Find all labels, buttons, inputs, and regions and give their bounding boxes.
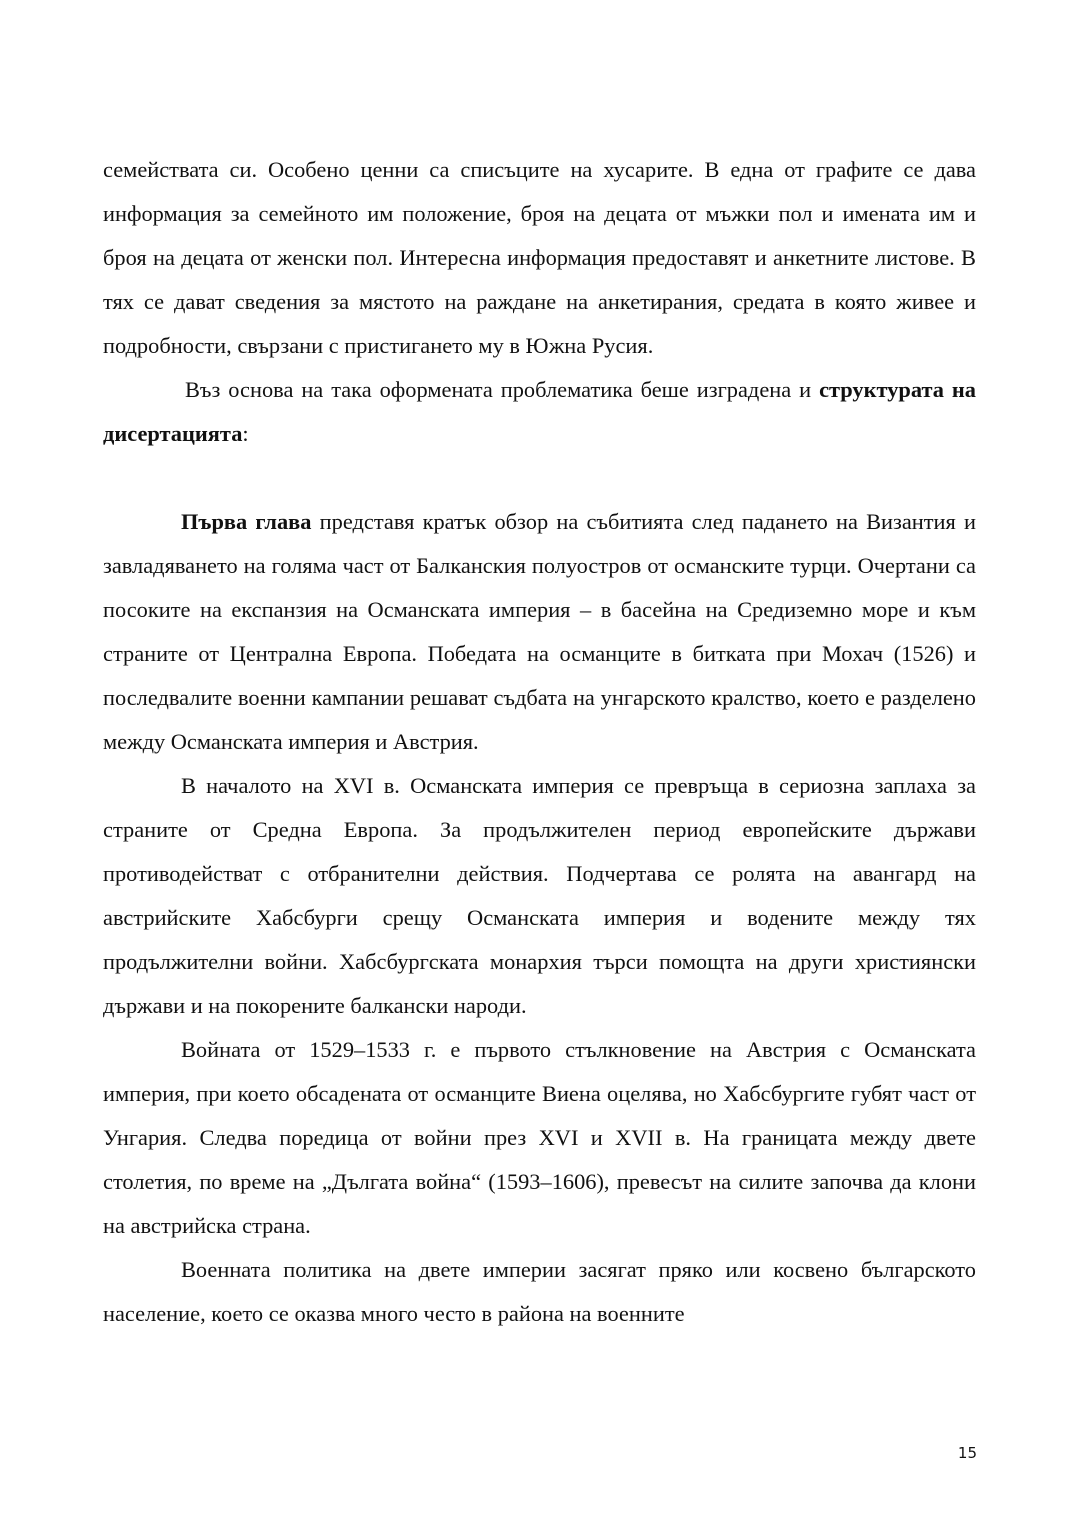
paragraph-war-1529: Войната от 1529–1533 г. е първото стълкновение на Австрия с Османската империя, при което обсадената от османците Виена оцелява, но Хабсбургите губят част от Унгария. Следва поредица от войни през XVI и XVII в. На границата между двете столетия, по време на „Дългата война“ (1593–1606), превесът на силите започва да клони на австрийска страна. — [103, 1037, 976, 1238]
structure-intro-text: Въз основа на така оформената проблематика беше изградена и — [185, 377, 820, 402]
structure-heading-bold: структурата на дисертацията — [103, 377, 976, 446]
paragraph-chapter-one — [103, 500, 976, 764]
paragraph-military-policy: Военната политика на двете империи засягат пряко или косвено българското население, което се оказва много често в района на военните — [103, 1257, 976, 1326]
structure-intro-colon: : — [242, 421, 249, 446]
paragraph-structure-intro — [103, 368, 976, 456]
document-body — [103, 148, 976, 1336]
paragraph-gap — [103, 456, 976, 500]
paragraph-family-records: семействата си. Особено ценни са списъците на хусарите. В една от графите се дава информация за семейното им положение, броя на децата от мъжки пол и имената им и броя на децата от женски пол. Интересна информация предоставят и анкетните листове. В тях се дават сведения за мястото на раждане на анкетирания, средата в която живее и подробности, свързани с пристигането му в Южна Русия. — [103, 157, 976, 358]
paragraph-sixteenth-century: В началото на XVI в. Османската империя се превръща в сериозна заплаха за страните от Средна Европа. За продължителен период европейските държави противодействат с отбранителни действия. Подчертава се ролята на авангард на австрийските Хабсбурги срещу Османската империя и водените между тях продължителни войни. Хабсбургската монархия търси помощта на други християнски държави и на покорените балкански народи. — [103, 773, 976, 1018]
chapter-one-text: представя кратък обзор на събитията след падането на Византия и завладяването на голяма част от Балканския полуостров от османските турци. Очертани са посоките на експанзия на Османската империя – в басейна на Средиземно море и към страните от Централна Европа. Победата на османците в битката при Мохач (1526) и последвалите военни кампании решават съдбата на унгарското кралство, което е разделено между Османската империя и Австрия. — [103, 509, 976, 754]
chapter-one-heading: Първа глава — [181, 509, 312, 534]
page-number: 15 — [957, 1444, 977, 1462]
